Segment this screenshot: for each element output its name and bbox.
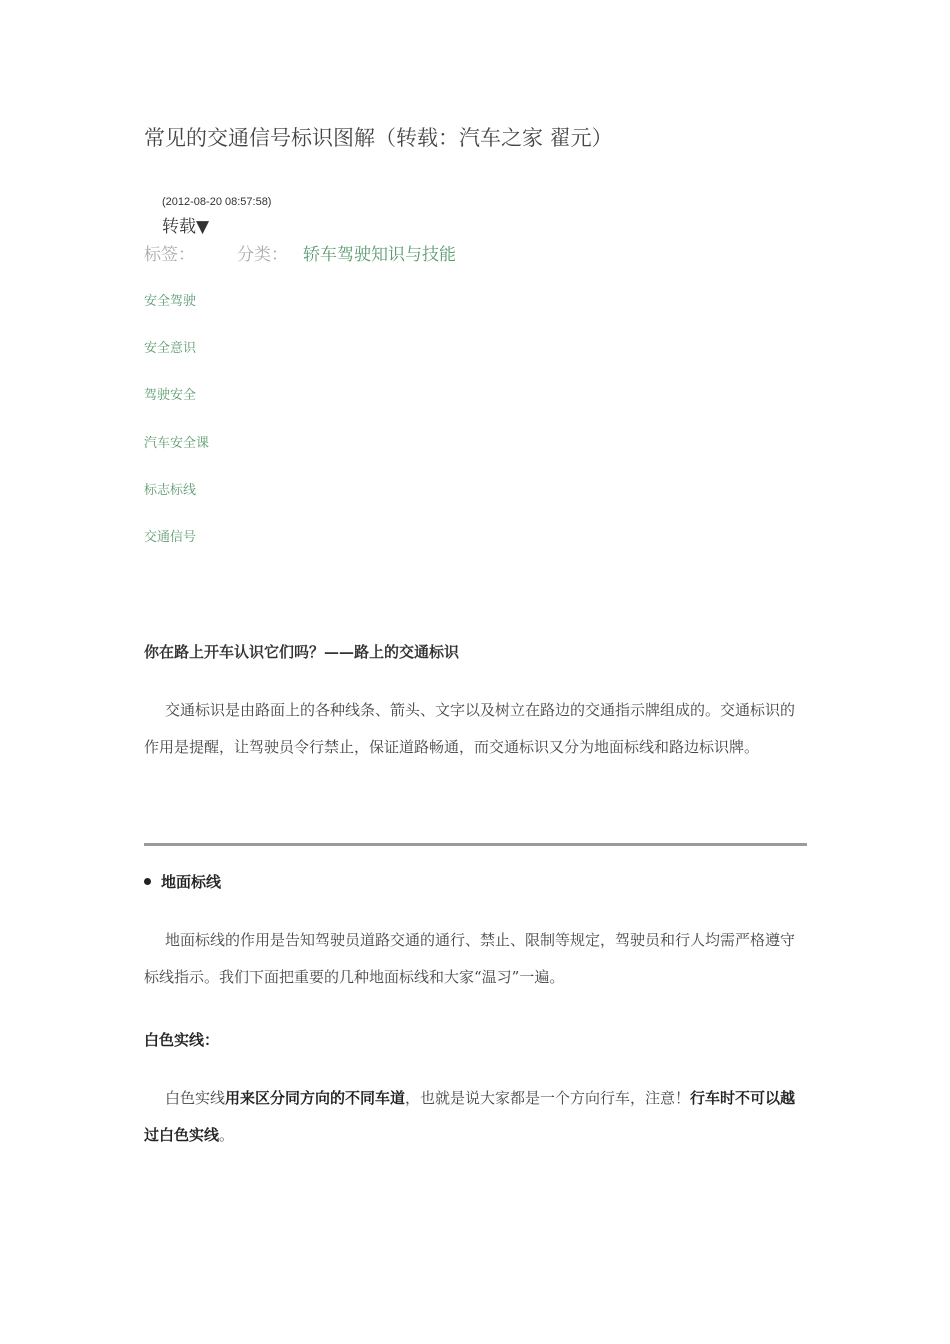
white-line-paragraph [144, 1080, 808, 1154]
white-line-emphasis: 行车时不可以越过白色实线 [144, 1089, 796, 1144]
tag-link[interactable]: 标志标线 [144, 483, 197, 498]
tag-link[interactable]: 安全意识 [144, 341, 197, 356]
white-line-subheading: 白色实线： [144, 1031, 220, 1049]
intro-paragraph: 交通标识是由路面上的各种线条、箭头、文字以及树立在路边的交通指示牌组成的。交通标识的作用是提醒，让驾驶员令行禁止，保证道路畅通，而交通标识又分为地面标线和路边标识牌。 [144, 701, 796, 756]
section-divider [144, 843, 807, 846]
meta-row [144, 240, 456, 265]
tag-link[interactable]: 汽车安全课 [144, 436, 210, 451]
category-link[interactable]: 轿车驾驶知识与技能 [303, 245, 456, 265]
section-paragraph: 地面标线的作用是告知驾驶员道路交通的通行、禁止、限制等规定，驾驶员和行人均需严格遵守标线指示。我们下面把重要的几种地面标线和大家“温习”一遍。 [144, 931, 796, 986]
content-heading: 你在路上开车认识它们吗？——路上的交通标识 [144, 643, 460, 661]
category-label: 分类： [237, 245, 288, 265]
white-line-emphasis: 用来区分同方向的不同车道 [225, 1089, 406, 1107]
white-line-text: 。 [219, 1126, 235, 1144]
section-heading [144, 871, 221, 892]
tag-link[interactable]: 安全驾驶 [144, 294, 197, 309]
white-line-text: 白色实线 [165, 1089, 226, 1107]
tag-link[interactable]: 驾驶安全 [144, 388, 197, 403]
tags-label: 标签： [144, 245, 195, 265]
bullet-icon [144, 878, 151, 885]
section-title: 地面标线 [161, 873, 222, 891]
tag-link[interactable]: 交通信号 [144, 530, 197, 545]
white-line-text: ，也就是说大家都是一个方向行车，注意！ [405, 1089, 691, 1107]
post-timestamp: (2012-08-20 08:57:58) [162, 196, 272, 208]
article-title: 常见的交通信号标识图解（转载：汽车之家 翟元） [144, 126, 613, 150]
repost-button[interactable]: 转载▼ [162, 217, 210, 237]
